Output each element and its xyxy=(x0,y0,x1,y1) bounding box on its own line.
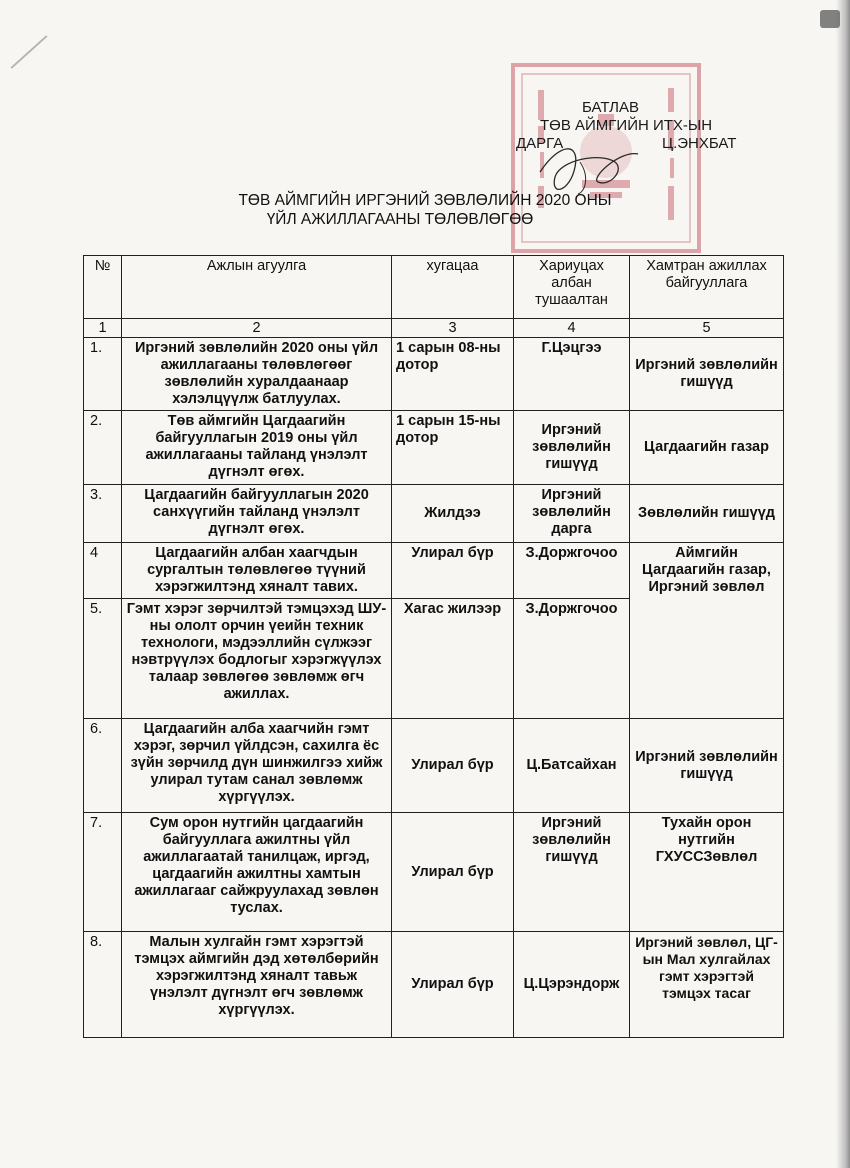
row-partner: Иргэний зөвлөлийн гишүүд xyxy=(630,338,784,411)
row-number: 7. xyxy=(84,813,122,932)
row-deadline: Улирал бүр xyxy=(392,932,514,1038)
row-responsible: Иргэний зөвлөлийн дарга xyxy=(514,485,630,543)
header-deadline: хугацаа xyxy=(392,256,514,319)
row-content: Малын хулгайн гэмт хэрэгтэй тэмцэх аймгийн дэд хөтөлбөрийн хэрэгжилтэнд хяналт тавьж үнэлэлт дүгнэлт өгч зөвлөмж хүргүүлэх. xyxy=(122,932,392,1038)
header-responsible: Хариуцах албан тушаалтан xyxy=(514,256,630,319)
row-content: Төв аймгийн Цагдаагийн байгууллагын 2019 оны үйл ажиллагааны тайланд үнэлэлт дүгнэлт өгөх. xyxy=(122,411,392,485)
column-number: 3 xyxy=(392,319,514,338)
table-row xyxy=(84,411,784,485)
scan-edge-shadow xyxy=(836,0,850,1168)
table-row xyxy=(84,719,784,813)
row-partner: Аймгийн Цагдаагийн газар, Иргэний зөвлөл xyxy=(630,543,784,719)
column-number: 4 xyxy=(514,319,630,338)
column-number: 2 xyxy=(122,319,392,338)
row-deadline: Улирал бүр xyxy=(392,813,514,932)
column-number: 5 xyxy=(630,319,784,338)
table-row xyxy=(84,932,784,1038)
row-responsible: Иргэний зөвлөлийн гишүүд xyxy=(514,813,630,932)
table-row xyxy=(84,338,784,411)
row-number: 6. xyxy=(84,719,122,813)
header-number: № xyxy=(84,256,122,319)
row-content: Иргэний зөвлөлийн 2020 оны үйл ажиллагааны төлөвлөгөөг зөвлөлийн хуралдаанаар хэлэлцүүлж батлуулах. xyxy=(122,338,392,411)
row-deadline: 1 сарын 08-ны дотор xyxy=(392,338,514,411)
approval-title: БАТЛАВ xyxy=(582,99,640,116)
plan-table xyxy=(83,255,784,1038)
table-row xyxy=(84,813,784,932)
row-deadline: 1 сарын 15-ны дотор xyxy=(392,411,514,485)
column-number-row xyxy=(84,319,784,338)
row-responsible: Г.Цэцгээ xyxy=(514,338,630,411)
row-deadline: Жилдээ xyxy=(392,485,514,543)
row-responsible: З.Доржгочоо xyxy=(514,599,630,719)
row-content: Цагдаагийн байгууллагын 2020 санхүүгийн тайланд үнэлэлт дүгнэлт өгөх. xyxy=(122,485,392,543)
header-partner: Хамтран ажиллах байгууллага xyxy=(630,256,784,319)
row-deadline: Улирал бүр xyxy=(392,719,514,813)
row-partner: Тухайн орон нутгийн ГХУССЗөвлөл xyxy=(630,813,784,932)
column-number: 1 xyxy=(84,319,122,338)
row-content: Цагдаагийн алба хаагчийн гэмт хэрэг, зөрчил үйлдсэн, сахилга ёс зүйн зөрчилд дүн шинжилгээ хийж улирал тутам санал зөвлөмж хүргүүлэх. xyxy=(122,719,392,813)
row-number: 5. xyxy=(84,599,122,719)
header-content: Ажлын агуулга xyxy=(122,256,392,319)
row-partner: Зөвлөлийн гишүүд xyxy=(630,485,784,543)
approval-org: ТӨВ АЙМГИЙН ИТХ-ЫН xyxy=(540,117,713,134)
row-content: Цагдаагийн албан хаагчдын сургалтын төлөвлөгөө түүний хэрэгжилтэнд хяналт тавих. xyxy=(122,543,392,599)
row-content: Гэмт хэрэг зөрчилтэй тэмцэхэд ШУ-ны ололт орчин үеийн техник технологи, мэдээллийн сүлжээг нэвтрүүлэх бодлогыг хэрэгжүүлэх талаар зөвлөгөө зөвлөмж өгч ажиллах. xyxy=(122,599,392,719)
scan-mark xyxy=(10,35,47,69)
table-row xyxy=(84,543,784,599)
title-line-2: ҮЙЛ АЖИЛЛАГААНЫ ТӨЛӨВЛӨГӨӨ xyxy=(266,211,534,228)
row-responsible: Ц.Цэрэндорж xyxy=(514,932,630,1038)
row-number: 1. xyxy=(84,338,122,411)
row-responsible: Иргэний зөвлөлийн гишүүд xyxy=(514,411,630,485)
row-number: 2. xyxy=(84,411,122,485)
approval-position: ДАРГА xyxy=(516,135,564,152)
title-line-1: ТӨВ АЙМГИЙН ИРГЭНИЙ ЗӨВЛӨЛИЙН 2020 ОНЫ xyxy=(238,192,612,209)
table-row xyxy=(84,485,784,543)
scan-corner xyxy=(820,10,840,28)
document-title xyxy=(0,191,850,229)
table-header-row xyxy=(84,256,784,319)
row-content: Сум орон нутгийн цагдаагийн байгууллага ажилтны үйл ажиллагаатай танилцаж, иргэд, цагдаагийн ажилтны хамтын ажиллагааг сайжруулахад зөвлөн туслах. xyxy=(122,813,392,932)
row-deadline: Улирал бүр xyxy=(392,543,514,599)
row-number: 8. xyxy=(84,932,122,1038)
row-number: 4 xyxy=(84,543,122,599)
approval-name: Ц.ЭНХБАТ xyxy=(662,135,737,152)
row-number: 3. xyxy=(84,485,122,543)
row-responsible: Ц.Батсайхан xyxy=(514,719,630,813)
row-partner: Цагдаагийн газар xyxy=(630,411,784,485)
row-deadline: Хагас жилээр xyxy=(392,599,514,719)
row-partner: Иргэний зөвлөл, ЦГ-ын Мал хулгайлах гэмт хэрэгтэй тэмцэх тасаг xyxy=(630,932,784,1038)
row-partner: Иргэний зөвлөлийн гишүүд xyxy=(630,719,784,813)
row-responsible: З.Доржгочоо xyxy=(514,543,630,599)
